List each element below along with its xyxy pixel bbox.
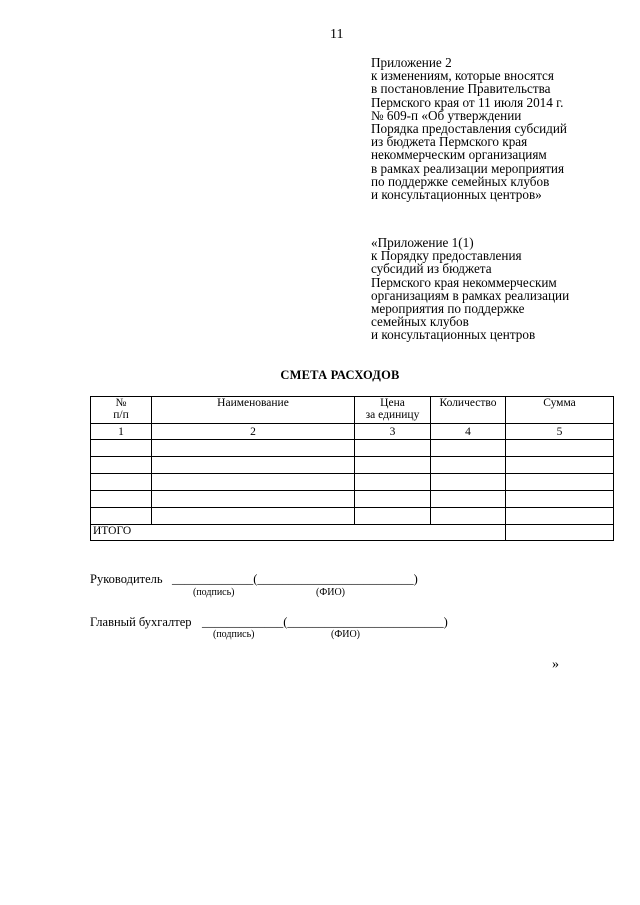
head-signature-line: _____________(_________________________) [172,572,418,586]
column-number-row [91,424,614,440]
document-title: СМЕТА РАСХОДОВ [280,368,400,382]
header-cell-name: Наименование [152,397,355,424]
appendix-header [371,56,631,201]
head-name-caption: (ФИО) [316,587,346,598]
header-cell-quantity: Количество [431,397,506,424]
header-cell-number: № п/п [91,397,152,424]
appendix-sub-line: «Приложение 1(1) [371,235,474,250]
header-cell-sum: Сумма [506,397,614,424]
closing-quote: » [552,657,559,672]
page-number: 11 [330,27,344,42]
accountant-signature-label: Главный бухгалтер [90,615,192,629]
accountant-signature-line: _____________(_________________________) [202,615,448,629]
table-row [91,474,614,491]
appendix-sub-line: к Порядку предоставления [371,248,522,264]
head-signature-label: Руководитель [90,572,163,586]
appendix-header-line: некоммерческим организациям [371,147,547,163]
column-number: 3 [355,424,431,440]
column-number: 1 [91,424,152,440]
head-signature-caption: (подпись) [193,587,235,598]
total-row [91,525,614,541]
table-row [91,508,614,525]
appendix-header-line: Приложение 2 [371,55,452,70]
appendix-sub [371,236,631,342]
header-cell-price: Цена за единицу [355,397,431,424]
appendix-header-line: Порядка предоставления субсидий [371,121,567,137]
accountant-signature-caption: (подпись) [213,629,255,640]
table-row [91,491,614,508]
appendix-sub-line: и консультационных центров [371,327,536,343]
accountant-name-caption: (ФИО) [331,629,361,640]
column-number: 4 [431,424,506,440]
appendix-header-line: № 609-п «Об утверждении [371,107,522,123]
column-number: 2 [152,424,355,440]
table-row [91,457,614,474]
appendix-header-line: из бюджета Пермского края [371,134,528,150]
appendix-sub-line: Пермского края некоммерческим [371,274,557,290]
appendix-header-line: и консультационных центров» [371,187,542,203]
appendix-header-line: к изменениям, которые вносятся [371,68,554,84]
appendix-header-line: по поддержке семейных клубов [371,173,550,189]
table-header-row [91,397,614,424]
column-number: 5 [506,424,614,440]
appendix-sub-line: мероприятия по поддержке [371,301,525,317]
appendix-header-line: в постановление Правительства [371,81,551,97]
appendix-sub-line: субсидий из бюджета [371,261,492,277]
table-row [91,440,614,457]
total-value [506,525,614,541]
appendix-header-line: Пермского края от 11 июля 2014 г. [371,94,564,110]
total-label: ИТОГО [91,525,506,541]
appendix-sub-line: организациям в рамках реализации [371,287,570,303]
appendix-header-line: в рамках реализации мероприятия [371,160,565,176]
estimate-table [90,396,614,541]
appendix-sub-line: семейных клубов [371,314,469,330]
